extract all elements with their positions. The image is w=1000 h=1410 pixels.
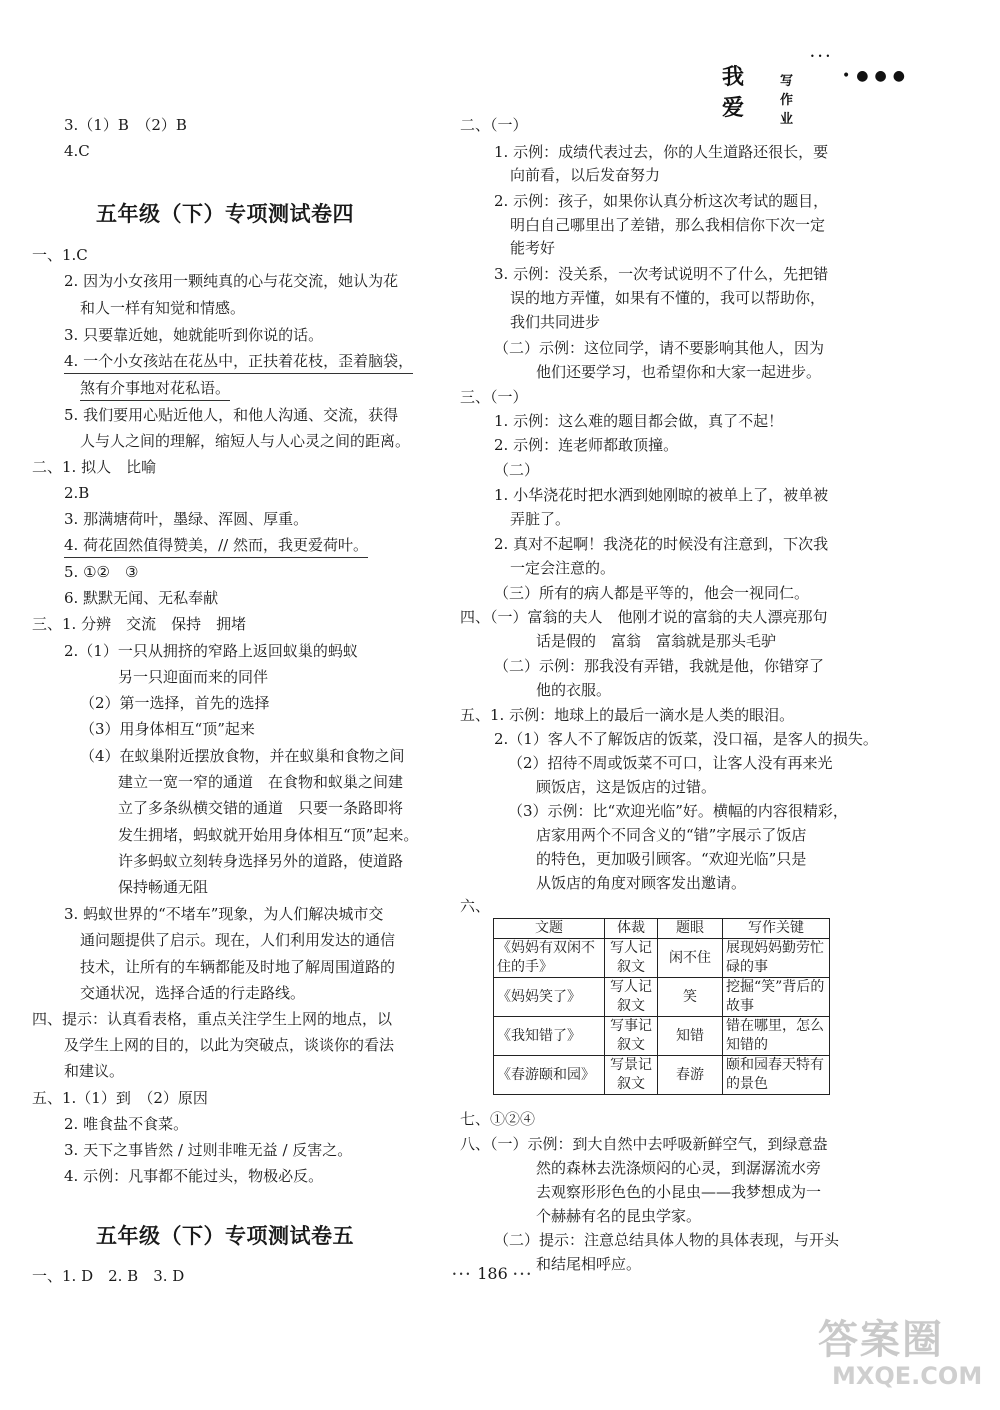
- table-cell: 错在哪里，怎么知错的: [723, 1017, 830, 1056]
- table-cell: 写人记叙文: [605, 978, 658, 1017]
- sparkle-decoration: •••: [810, 52, 834, 61]
- left-line: 一、1. D 2. B 3. D: [32, 1267, 185, 1285]
- table-cell: 闲不住: [658, 939, 723, 978]
- page-number: [452, 1264, 533, 1283]
- left-line: 3. 天下之事皆然 / 过则非唯无益 / 反害之。: [64, 1141, 353, 1159]
- right-line: 向前看，以后发奋努力: [510, 166, 661, 184]
- left-line: 5. ①② ③: [64, 563, 139, 581]
- section-heading-4: 五年级（下）专项测试卷四: [96, 202, 354, 226]
- right-line: （二）提示：注意总结具体人物的具体表现，与开头: [494, 1231, 840, 1249]
- right-line: （2）招待不周或饭菜不可口，让客人没有再来光: [508, 754, 833, 772]
- right-line: （二）示例：那我没有弄错，我就是他，你错穿了: [494, 657, 825, 675]
- left-line: 人与人之间的理解，缩短人与人心灵之间的距离。: [80, 432, 411, 450]
- left-line: 3.（1）B （2）B: [64, 116, 187, 134]
- left-line: 五、1.（1）到 （2）原因: [32, 1089, 208, 1107]
- right-line: 五、1. 示例：地球上的最后一滴水是人类的眼泪。: [460, 706, 795, 724]
- brand-small-text: 写作业: [780, 74, 794, 127]
- left-line: 2.（1）一只从拥挤的窄路上返回蚁巢的蚂蚁: [64, 642, 358, 660]
- left-line: 许多蚂蚁立刻转身选择另外的道路，使道路: [118, 852, 404, 870]
- right-line: 3. 示例：没关系，一次考试说明不了什么，先把错: [494, 265, 829, 283]
- table-header: 文题: [494, 919, 605, 939]
- right-line: （3）示例：比“欢迎光临”好。横幅的内容很精彩，: [508, 802, 848, 820]
- right-line: （二）: [494, 461, 540, 479]
- right-line: 话是假的 富翁 富翁就是那头毛驴: [536, 632, 777, 650]
- left-line: （2）第一选择，首先的选择: [80, 694, 270, 712]
- left-line: 3. 蚂蚁世界的“不堵车”现象，为人们解决城市交: [64, 905, 384, 923]
- left-line: 2.B: [64, 484, 90, 502]
- table-cell: 《妈妈有双闲不住的手》: [494, 939, 605, 978]
- left-line: 5. 我们要用心贴近他人，和他人沟通、交流，获得: [64, 406, 399, 424]
- table-row: [494, 978, 830, 1017]
- right-line: 我们共同进步: [510, 313, 601, 331]
- right-line: 个赫赫有名的昆虫学家。: [536, 1207, 702, 1225]
- left-line: 通问题提供了启示。现在，人们利用发达的通信: [80, 931, 396, 949]
- left-line: 保持畅通无阻: [118, 878, 209, 896]
- watermark-text: 答案圈: [818, 1317, 944, 1363]
- table-cell: 展现妈妈勤劳忙碌的事: [723, 939, 830, 978]
- right-line: 然的森林去洗涤烦闷的心灵，到潺潺流水旁: [536, 1159, 822, 1177]
- left-line: 三、1. 分辨 交流 保持 拥堵: [32, 615, 247, 633]
- left-line: 2. 因为小女孩用一颗纯真的心与花交流，她认为花: [64, 272, 399, 290]
- left-line: 3. 那满塘荷叶，墨绿、浑圆、厚重。: [64, 510, 309, 528]
- table-header-row: [494, 919, 830, 939]
- left-line: 4. 示例：凡事都不能过头，物极必反。: [64, 1167, 324, 1185]
- table-cell: 写人记叙文: [605, 939, 658, 978]
- left-line: 二、1. 拟人 比喻: [32, 458, 157, 476]
- table-cell: 《妈妈笑了》: [494, 978, 605, 1017]
- right-line: 六、: [460, 897, 491, 915]
- table-cell: 笑: [658, 978, 723, 1017]
- left-line: 和人一样有知觉和情感。: [80, 299, 246, 317]
- left-line: 一、1.C: [32, 246, 88, 264]
- left-line: 和建议。: [64, 1062, 125, 1080]
- underlined-line: 4. 一个小女孩站在花丛中，正扶着花枝，歪着脑袋，: [64, 350, 413, 374]
- right-line: 一定会注意的。: [510, 559, 616, 577]
- right-line: 和结尾相呼应。: [536, 1255, 642, 1273]
- dots-decoration: •••: [512, 1270, 534, 1279]
- right-line: 三、（一）: [460, 388, 528, 406]
- left-line: 建立一宽一窄的通道 在食物和蚁巢之间建: [118, 773, 404, 791]
- table-cell: 《我知错了》: [494, 1017, 605, 1056]
- right-line: 八、（一）示例：到大自然中去呼吸新鲜空气，到绿意盎: [460, 1135, 828, 1153]
- right-line: 七、①②④: [460, 1110, 536, 1128]
- right-line: 他们还要学习，也希望你和大家一起进步。: [536, 363, 822, 381]
- right-line: 1. 示例：成绩代表过去，你的人生道路还很长，要: [494, 143, 829, 161]
- right-line: 四、（一）富翁的夫人 他刚才说的富翁的夫人漂亮那句: [460, 608, 828, 626]
- left-line: 及学生上网的目的，以此为突破点，谈谈你的看法: [64, 1036, 395, 1054]
- right-line: 1. 示例：这么难的题目都会做，真了不起！: [494, 412, 784, 430]
- right-line: 2. 真对不起啊！我浇花的时候没有注意到，下次我: [494, 535, 829, 553]
- table-header: 题眼: [658, 919, 723, 939]
- right-line: 明白自己哪里出了差错，那么我相信你下次一定: [510, 216, 826, 234]
- left-line: 四、提示：认真看表格，重点关注学生上网的地点，以: [32, 1010, 393, 1028]
- right-line: （二）示例：这位同学，请不要影响其他人，因为: [494, 339, 825, 357]
- left-line: 3. 只要靠近她，她就能听到你说的话。: [64, 326, 324, 344]
- right-line: 弄脏了。: [510, 510, 571, 528]
- right-line: （三）所有的病人都是平等的，他会一视同仁。: [494, 584, 810, 602]
- right-line: 能考好: [510, 239, 556, 257]
- table-header: 写作关键: [723, 919, 830, 939]
- right-line: 2.（1）客人不了解饭店的饭菜，没口福，是客人的损失。: [494, 730, 878, 748]
- table-cell: 挖掘“笑”背后的故事: [723, 978, 830, 1017]
- right-line: 店家用两个不同含义的“错”字展示了饭店: [536, 826, 807, 844]
- table-cell: 《春游颐和园》: [494, 1056, 605, 1095]
- right-line: 去观察形形色色的小昆虫——我梦想成为一: [536, 1183, 822, 1201]
- right-line: 的特色，更加吸引顾客。“欢迎光临”只是: [536, 850, 807, 868]
- underlined-line: 煞有介事地对花私语。: [80, 377, 230, 401]
- right-line: 二、（一）: [460, 116, 528, 134]
- underlined-line: 4. 荷花固然值得赞美，// 然而，我更爱荷叶。: [64, 534, 368, 558]
- left-line: 6. 默默无闻、无私奉献: [64, 589, 219, 607]
- right-line: 误的地方弄懂，如果有不懂的，我可以帮助你，: [510, 289, 826, 307]
- table-row: [494, 1056, 830, 1095]
- right-line: 1. 小华浇花时把水洒到她刚晾的被单上了，被单被: [494, 486, 829, 504]
- table-cell: 写事记叙文: [605, 1017, 658, 1056]
- left-line: 2. 唯食盐不食菜。: [64, 1115, 189, 1133]
- left-line: 立了多条纵横交错的通道 只要一条路即将: [118, 799, 404, 817]
- right-line: 他的衣服。: [536, 681, 612, 699]
- left-line: 另一只迎面而来的同伴: [118, 668, 269, 686]
- brand-big-text: 我爱: [722, 65, 746, 121]
- section-heading-5: 五年级（下）专项测试卷五: [96, 1224, 354, 1248]
- right-line: 2. 示例：孩子，如果你认真分析这次考试的题目，: [494, 192, 829, 210]
- left-line: （3）用身体相互“顶”起来: [80, 720, 255, 738]
- left-line: 技术，让所有的车辆都能及时地了解周围道路的: [80, 958, 396, 976]
- table-cell: 写景记叙文: [605, 1056, 658, 1095]
- table-row: [494, 939, 830, 978]
- right-line: 2. 示例：连老师都敢顶撞。: [494, 436, 679, 454]
- answer-table: [493, 918, 830, 1095]
- left-line: 4.C: [64, 142, 90, 160]
- left-line: 交通状况，选择合适的行走路线。: [80, 984, 306, 1002]
- table-cell: 春游: [658, 1056, 723, 1095]
- table-header: 体裁: [605, 919, 658, 939]
- table-row: [494, 1017, 830, 1056]
- dots-decoration: •••: [452, 1270, 473, 1279]
- left-line: 发生拥堵，蚂蚁就开始用身体相互“顶”起来。: [118, 826, 419, 844]
- dots-decoration: •●●●: [842, 68, 911, 84]
- right-line: 从饭店的角度对顾客发出邀请。: [536, 874, 747, 892]
- right-line: 顾饭店，这是饭店的过错。: [536, 778, 717, 796]
- left-line: （4）在蚁巢附近摆放食物，并在蚁巢和食物之间: [80, 747, 405, 765]
- page-number-text: 186: [477, 1264, 508, 1283]
- table-cell: 知错: [658, 1017, 723, 1056]
- table-cell: 颐和园春天特有的景色: [723, 1056, 830, 1095]
- watermark-url: MXQE.COM: [832, 1362, 983, 1390]
- watermark: [818, 1308, 988, 1404]
